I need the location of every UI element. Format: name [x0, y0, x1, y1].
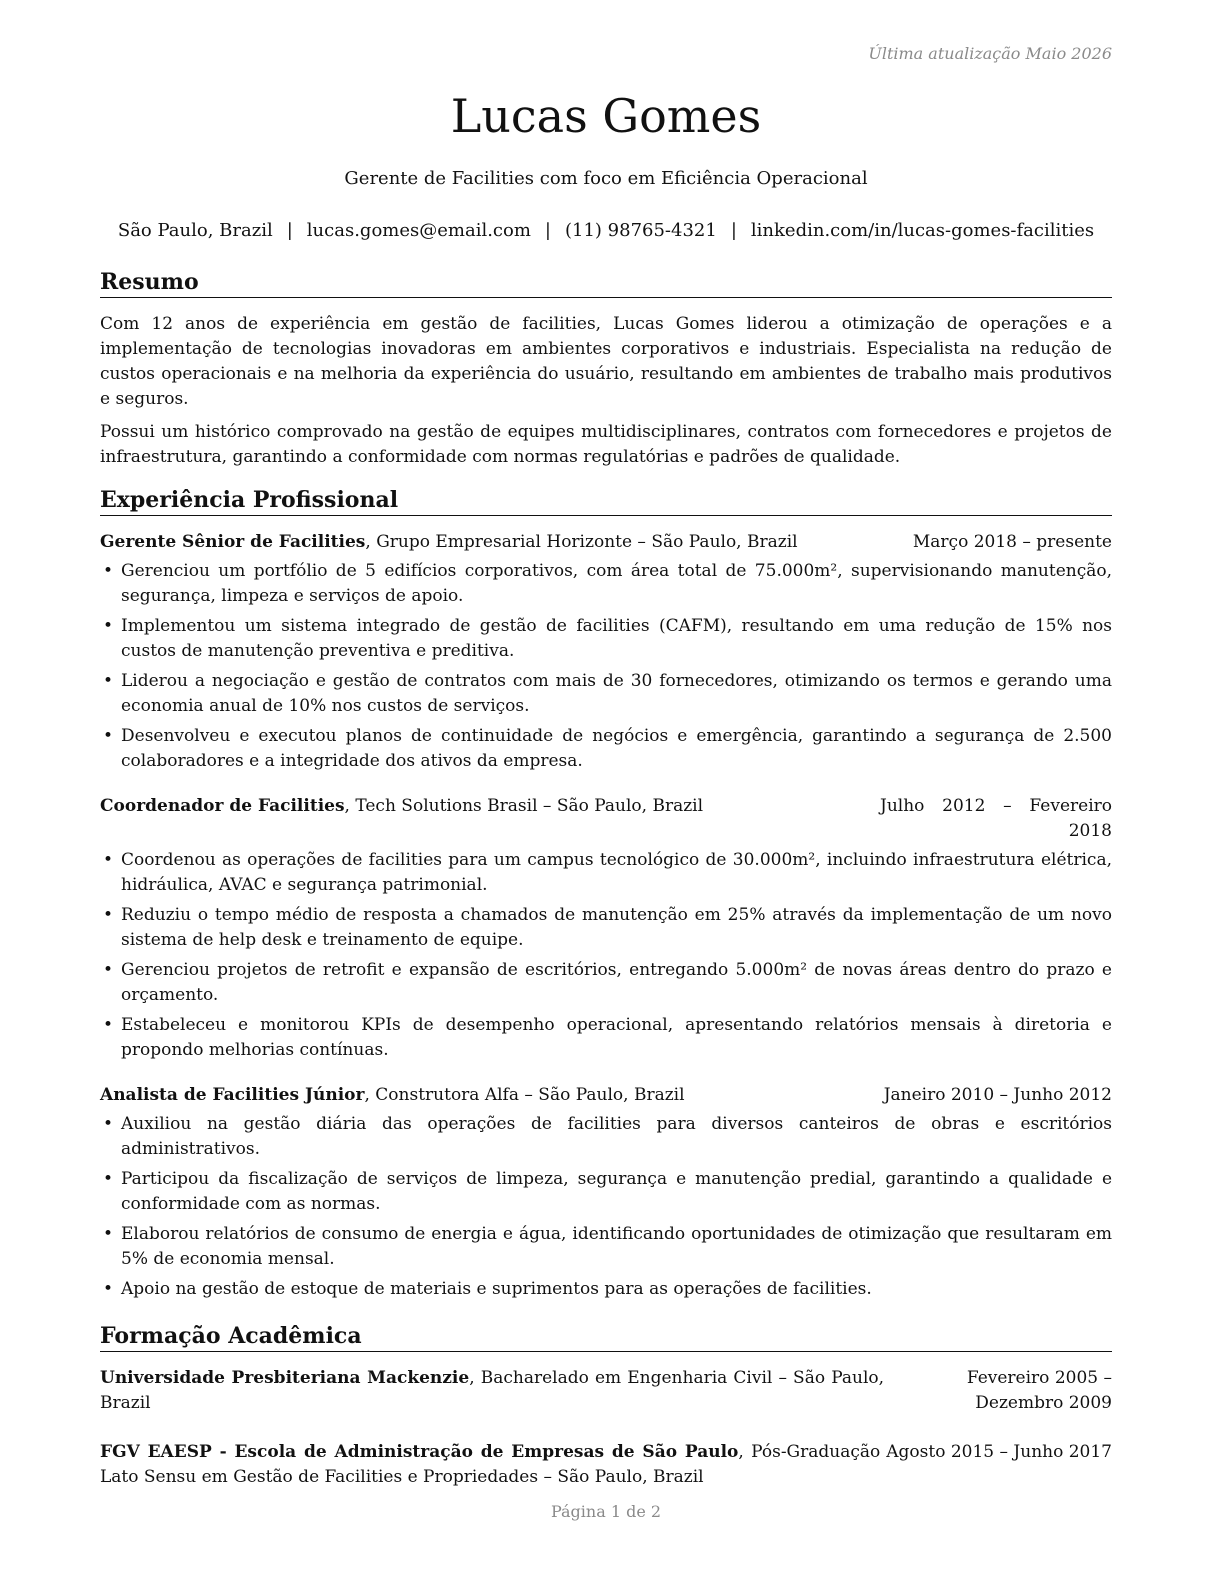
education-dates: Agosto 2015 – Junho 2017: [886, 1442, 1112, 1462]
page-number: Página 1 de 2: [550, 1502, 662, 1521]
list-item: • Implementou um sistema integrado de gestão de facilities (CAFM), resultando em uma redução de 15% nos custos de manutenção preventiva e preditiva.: [100, 614, 1112, 664]
job-dates: Janeiro 2010 – Junho 2012: [883, 1085, 1112, 1105]
list-item: • Gerenciou um portfólio de 5 edifícios corporativos, com área total de 75.000m², supervisionando manutenção, segurança, limpeza e serviços de apoio.: [100, 559, 1112, 609]
experience-section: [100, 486, 1112, 1302]
contact-separator: |: [730, 220, 737, 241]
list-item: • Reduziu o tempo médio de resposta a chamados de manutenção em 25% através da implementação de um novo sistema de help desk e treinamento de equipe.: [100, 903, 1112, 953]
list-item: • Elaborou relatórios de consumo de energia e água, identificando oportunidades de otimização que resultaram em 5% de economia mensal.: [100, 1222, 1112, 1272]
contact-line: [100, 218, 1112, 244]
job-role: Coordenador de Facilities: [100, 796, 345, 816]
summary-paragraph: Possui um histórico comprovado na gestão de equipes multidisciplinares, contratos com fornecedores e projetos de infraestrutura, garantindo a conformidade com normas regulatórias e padrões de qualidade.: [100, 422, 1112, 467]
list-item: • Participou da fiscalização de serviços de limpeza, segurança e manutenção predial, garantindo a qualidade e conformidade com as normas.: [100, 1167, 1112, 1217]
education-detail: , Bacharelado em Engenharia Civil – São Paulo, Brazil: [100, 1368, 885, 1413]
resume-content: [100, 268, 1112, 1514]
list-item: • Liderou a negociação e gestão de contratos com mais de 30 fornecedores, otimizando os termos e gerando uma economia anual de 10% nos custos de serviços.: [100, 669, 1112, 719]
candidate-name: Lucas Gomes: [450, 89, 762, 143]
list-item: • Desenvolveu e executou planos de continuidade de negócios e emergência, garantindo a segurança de 2.500 colaboradores e a integridade dos ativos da empresa.: [100, 724, 1112, 774]
contact-phone: (11) 98765-4321: [565, 220, 717, 241]
job-role: Analista de Facilities Júnior: [100, 1085, 365, 1105]
section-title: Experiência Profissional: [100, 486, 1112, 516]
summary-paragraph: Com 12 anos de experiência em gestão de facilities, Lucas Gomes liderou a otimização de operações e a implementação de tecnologias inovadoras em ambientes corporativos e industriais. Especialista na redução de custos operacionais e na melhoria da experiência do usuário, resultando em ambientes de trabalho mais produtivos e seguros.: [100, 314, 1112, 409]
candidate-subtitle: Gerente de Facilities com foco em Eficiência Operacional: [344, 168, 868, 189]
contact-linkedin[interactable]: linkedin.com/in/lucas-gomes-facilities: [750, 220, 1095, 241]
job-role: Gerente Sênior de Facilities: [100, 532, 366, 552]
job-header: [100, 1083, 1112, 1108]
contact-email[interactable]: lucas.gomes@email.com: [306, 220, 531, 241]
list-item: • Apoio na gestão de estoque de materiais e suprimentos para as operações de facilities.: [100, 1277, 1112, 1302]
list-item: • Auxiliou na gestão diária das operações de facilities para diversos canteiros de obras e escritórios administrativos.: [100, 1112, 1112, 1162]
education-section: [100, 1322, 1112, 1490]
job-entry: [100, 1083, 1112, 1302]
job-header: [100, 794, 1112, 844]
job-header: [100, 530, 1112, 555]
job-bullets: [100, 559, 1112, 774]
summary-section: [100, 268, 1112, 470]
job-entry: [100, 794, 1112, 1063]
section-title: Resumo: [100, 268, 1112, 298]
education-entry: [100, 1366, 1112, 1416]
education-dates: Fevereiro 2005 – Dezembro 2009: [966, 1368, 1112, 1413]
job-dates: Março 2018 – presente: [912, 532, 1112, 552]
education-detail: , Pós-Graduação Lato Sensu em Gestão de Facilities e Propriedades – São Paulo, Brazil: [100, 1442, 881, 1487]
education-school: Universidade Presbiteriana Mackenzie: [100, 1368, 470, 1388]
education-school: FGV EAESP - Escola de Administração de Empresas de São Paulo: [100, 1442, 739, 1462]
resume-page: [100, 0, 1112, 1584]
section-title: Formação Acadêmica: [100, 1322, 1112, 1352]
job-dates: Julho 2012 – Fevereiro 2018: [880, 796, 1112, 841]
contact-separator: |: [544, 220, 551, 241]
job-company: , Grupo Empresarial Horizonte – São Paulo, Brazil: [365, 532, 798, 552]
last-updated: Última atualização Maio 2026: [868, 44, 1112, 63]
job-company: , Tech Solutions Brasil – São Paulo, Brazil: [344, 796, 704, 816]
contact-separator: |: [286, 220, 293, 241]
job-bullets: [100, 848, 1112, 1063]
list-item: • Estabeleceu e monitorou KPIs de desempenho operacional, apresentando relatórios mensais à diretoria e propondo melhorias contínuas.: [100, 1013, 1112, 1063]
job-company: , Construtora Alfa – São Paulo, Brazil: [364, 1085, 685, 1105]
education-entry: [100, 1440, 1112, 1490]
job-bullets: [100, 1112, 1112, 1302]
contact-location: São Paulo, Brazil: [117, 220, 273, 241]
job-entry: [100, 530, 1112, 774]
list-item: • Coordenou as operações de facilities para um campus tecnológico de 30.000m², incluindo infraestrutura elétrica, hidráulica, AVAC e segurança patrimonial.: [100, 848, 1112, 898]
list-item: • Gerenciou projetos de retrofit e expansão de escritórios, entregando 5.000m² de novas áreas dentro do prazo e orçamento.: [100, 958, 1112, 1008]
